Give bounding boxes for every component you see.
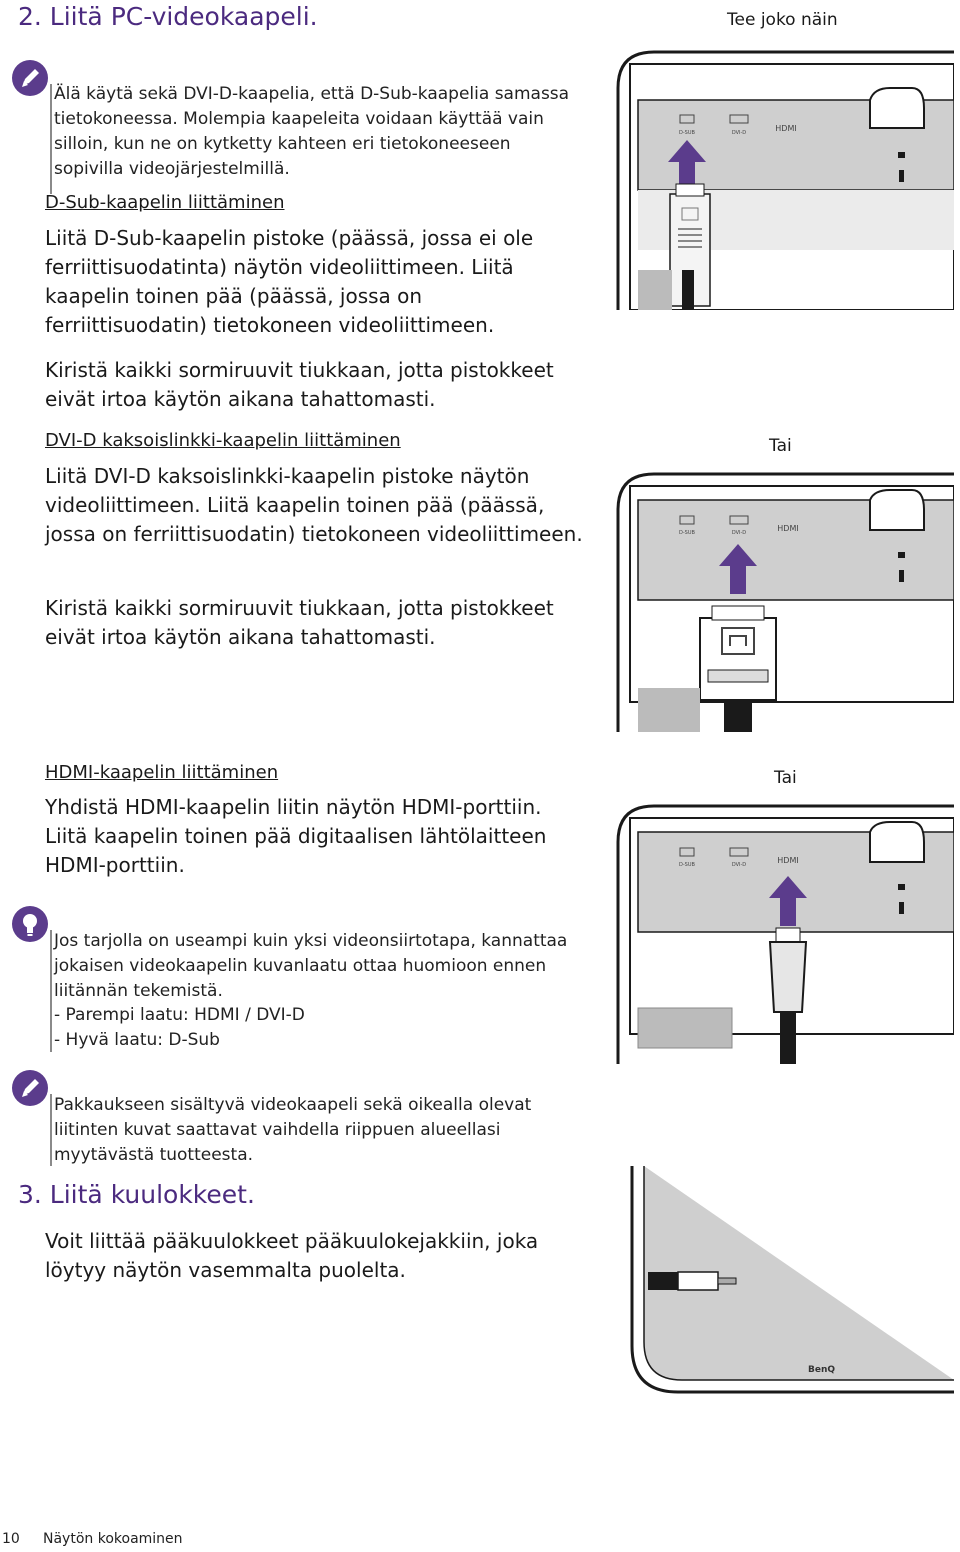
dsub-subheading: D-Sub-kaapelin liittäminen xyxy=(45,192,285,213)
tip-text: Jos tarjolla on useampi kuin yksi videonsiirtotapa, kannattaa jokaisen videokaapelin kuvanlaatu ottaa huomioon ennen liitännän tekemistä. xyxy=(54,931,568,1001)
dvi-subheading: DVI-D kaksoislinkki-kaapelin liittäminen xyxy=(45,430,401,451)
figure-label-or: Tai xyxy=(774,768,797,788)
port-label-dsub: D-SUB xyxy=(679,530,695,536)
tip-divider xyxy=(50,930,52,1052)
dvi-tighten-text: Kiristä kaikki sormiruuvit tiukkaan, jotta pistokkeet eivät irtoa käytön aikana tahattomasti. xyxy=(45,596,554,649)
port-label-hdmi: HDMI xyxy=(777,856,799,865)
hdmi-connection-illustration xyxy=(612,802,954,1064)
page-number: 10 xyxy=(2,1531,20,1547)
port-label-dsub: D-SUB xyxy=(679,130,695,136)
hdmi-instructions: Yhdistä HDMI-kaapelin liitin näytön HDMI-porttiin. Liitä kaapelin toinen pää digitaalisen lähtölaitteen HDMI-porttiin. xyxy=(45,795,547,877)
note-divider xyxy=(50,1094,52,1166)
note-divider xyxy=(50,84,52,194)
tip-quality-better: - Parempi laatu: HDMI / DVI-D xyxy=(54,1005,305,1025)
section-heading: 2. Liitä PC-videokaapeli. xyxy=(18,2,318,31)
chapter-title: Näytön kokoaminen xyxy=(43,1531,183,1547)
figure-label-first: Tee joko näin xyxy=(727,10,838,30)
dvi-instructions: Liitä DVI-D kaksoislinkki-kaapelin pistoke näytön videoliittimeen. Liitä kaapelin toinen pää (päässä, jossa on ferriittisuodatin) tietokoneen videoliittimeen. xyxy=(45,464,583,546)
brand-logo: BenQ xyxy=(808,1365,836,1375)
port-label-dvi: DVI-D xyxy=(731,862,747,868)
note2-text: Pakkaukseen sisältyvä videokaapeli sekä oikealla olevat liitinten kuvat saattavat vaihdella riippuen alueellasi myytävästä tuotteesta. xyxy=(54,1095,532,1165)
port-label-hdmi: HDMI xyxy=(775,124,797,133)
note-pencil-icon xyxy=(12,1070,48,1106)
dsub-instructions: Liitä D-Sub-kaapelin pistoke (päässä, jossa ei ole ferriittisuodatinta) näytön videoliittimeen. Liitä kaapelin toinen pää (päässä, jossa on ferriittisuodatin) tietokoneen videoliittimeen. xyxy=(45,226,534,337)
headphone-instructions: Voit liittää pääkuulokkeet pääkuulokejakkiin, joka löytyy näytön vasemmalta puolelta. xyxy=(45,1229,539,1282)
tip-lightbulb-icon xyxy=(12,906,48,942)
dsub-connection-illustration xyxy=(612,48,954,310)
port-label-hdmi: HDMI xyxy=(777,524,799,533)
figure-label-or: Tai xyxy=(769,436,792,456)
note-text: Älä käytä sekä DVI-D-kaapelia, että D-Sub-kaapelia samassa tietokoneessa. Molempia kaapeleita voidaan käyttää vain silloin, kun ne on kytketty kahteen eri tietokoneeseen sopivilla videojärjestelmillä. xyxy=(54,84,570,179)
section3-heading: 3. Liitä kuulokkeet. xyxy=(18,1180,255,1209)
headphone-connection-illustration xyxy=(612,1166,954,1402)
dvi-connection-illustration xyxy=(612,470,954,732)
hdmi-subheading: HDMI-kaapelin liittäminen xyxy=(45,762,279,783)
note-pencil-icon xyxy=(12,60,48,96)
port-label-dsub: D-SUB xyxy=(679,862,695,868)
tip-quality-good: - Hyvä laatu: D-Sub xyxy=(54,1030,220,1050)
dsub-tighten-text: Kiristä kaikki sormiruuvit tiukkaan, jotta pistokkeet eivät irtoa käytön aikana tahattomasti. xyxy=(45,358,554,411)
port-label-dvi: DVI-D xyxy=(731,130,747,136)
port-label-dvi: DVI-D xyxy=(731,530,747,536)
